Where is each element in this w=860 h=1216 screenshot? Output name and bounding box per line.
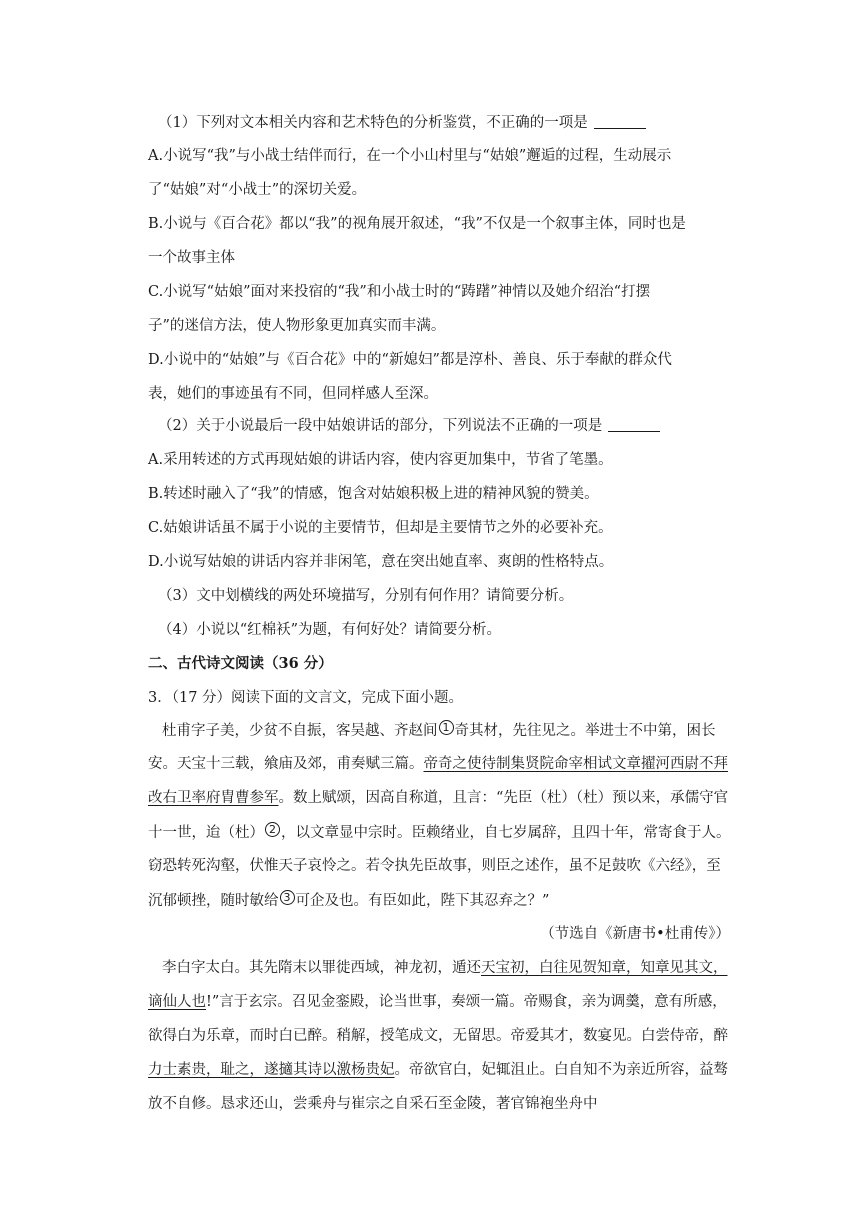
q1-option-c-cont: 子”的迷信方法，使人物形象更加真实而丰满。 [148,318,446,334]
q2-option-d: D.小说写姑娘的讲话内容并非闲笔，意在突出她直率、爽朗的性格特点。 [148,554,614,570]
passage-2-line-4: 力士素贵，耻之，遂擿其诗以激杨贵妃。帝欲官白，妃辄沮止。白自知不为亲近所容，益骜 [148,1062,728,1078]
q1-option-d: D.小说中的“姑娘”与《百合花》中的“新媳妇”都是淳朴、善良、乐于奉献的群众代 [148,352,672,368]
q2-option-c: C.姑娘讲话虽不属于小说的主要情节，但却是主要情节之外的必要补充。 [148,520,613,536]
footnote-marker-2: 2 [265,822,280,837]
passage-1-line-2: 安。天宝十三载，飨庙及郊，甫奏赋三篇。帝奇之使待制集贤院命宰相试文章擢河西尉不拜 [148,756,728,772]
passage-2-line-2: 谪仙人也!”言于玄宗。召见金銮殿，论当世事，奏颂一篇。帝赐食，亲为调羹，意有所感， [148,994,727,1010]
passage-1-line-5: 窃恐转死沟壑，伏惟天子哀怜之。若令执先臣故事，则臣之述作，虽不足鼓吹《六经》，至 [148,858,721,874]
q1-option-c: C.小说写“姑娘”面对来投宿的“我”和小战士时的“踌躇”神情以及她介绍治“打摆 [148,284,651,300]
footnote-marker-1: 1 [439,720,454,735]
passage-1-line-6: 沉郁顿挫，随时敏给 3 可企及也。有臣如此，陛下其忍弃之？” [148,891,550,909]
passage-1-line-4: 十一世，迨（杜） 2 ，以文章显中宗时。臣赖绪业，自七岁属辞，且四十年，常寄食于人。 [148,823,731,841]
q1-option-d-cont: 表，她们的事迹虽有不同，但同样感人至深。 [148,386,438,402]
passage-2-line-1: 李白字太白。其先隋末以罪徙西域，神龙初，遁还天宝初，白往见贺知章，知章见其文， [162,960,728,976]
passage-2-line-3: 欲得白为乐章，而时白已醉。稍解，授笔成文，无留思。帝爱其才，数宴见。白尝侍帝，醉 [148,1028,728,1044]
q1-option-b: B.小说与《百合花》都以“我”的视角展开叙述，“我”不仅是一个叙事主体，同时也是 [148,216,686,232]
source-citation: （节选自《新唐书•杜甫传》） [540,926,730,942]
footnote-marker-3: 3 [280,890,295,905]
q3-stem: （3）文中划横线的两处环境描写，分别有何作用？请简要分析。 [158,588,574,604]
answer-blank[interactable] [594,114,646,129]
q2-option-a: A.采用转述的方式再现姑娘的讲话内容，使内容更加集中，节省了笔墨。 [148,452,613,468]
q1-stem: （1）下列对文本相关内容和艺术特色的分析鉴赏，不正确的一项是 [158,113,646,133]
passage-1-line-3: 改右卫率府胄曹参军。数上赋颂，因高自称道，且言：“先臣（杜）（杜）预以来，承儒守官 [148,790,729,806]
passage-2-line-5: 放不自修。恳求还山，尝乘舟与崔宗之自采石至金陵，著官锦袍坐舟中 [148,1096,598,1112]
q2-option-b: B.转述时融入了“我”的情感，饱含对姑娘积极上进的精神风貌的赞美。 [148,486,599,502]
q4-stem: （4）小说以“红棉袄”为题，有何好处？请简要分析。 [158,622,502,638]
section-heading: 二、古代诗文阅读（36 分） [148,655,333,672]
q1-option-b-cont: 一个故事主体 [148,250,235,266]
item-3-stem: 3．（17 分）阅读下面的文言文，完成下面小题。 [148,690,464,706]
q2-stem: （2）关于小说最后一段中姑娘讲话的部分，下列说法不正确的一项是 [158,416,660,436]
q1-option-a-cont: 了“姑娘”对“小战士”的深切关爱。 [148,182,367,198]
q1-option-a: A.小说写“我”与小战士结伴而行，在一个小山村里与“姑娘”邂逅的过程，生动展示 [148,148,672,164]
passage-1-line-1: 杜甫字子美，少贫不自振，客吴越、齐赵间 1 奇其材，先往见之。举进士不中第，困长 [162,721,716,739]
answer-blank[interactable] [608,417,660,432]
